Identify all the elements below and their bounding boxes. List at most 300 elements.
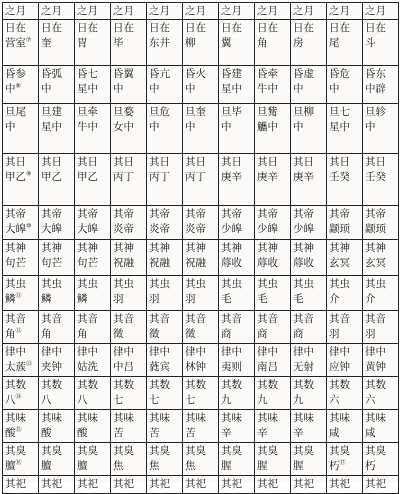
cell-text: 甲乙 (41, 171, 62, 183)
table-cell (363, 276, 399, 311)
cell-line (365, 82, 396, 97)
cell-line (221, 393, 252, 408)
table-cell (255, 476, 291, 494)
cell-line (329, 277, 360, 292)
cell-line (77, 120, 108, 135)
cell-text: 旦尾 (5, 106, 26, 118)
table-cell (3, 377, 39, 410)
footnote-marker: ⑨ (26, 170, 32, 178)
cell-line (329, 155, 360, 170)
cell-text: 焦 (149, 460, 160, 472)
table-cell (291, 311, 327, 344)
cell-text: 其虫 (185, 278, 206, 290)
table-cell (75, 66, 111, 104)
cell-line (329, 241, 360, 256)
table-cell (291, 410, 327, 443)
table-row (3, 154, 399, 206)
table-cell (255, 104, 291, 154)
cell-text: 星中 (77, 83, 98, 95)
cell-text: 南吕 (257, 361, 278, 373)
table-cell (3, 66, 39, 104)
cell-text: 黄钟 (365, 361, 386, 373)
cell-text: 羽 (185, 293, 196, 305)
cell-text: 酸 (77, 427, 88, 439)
cell-text: 其数 (257, 379, 278, 391)
table-cell (147, 66, 183, 104)
cell-text: 其味 (113, 412, 134, 424)
table-row (3, 3, 399, 20)
cell-text: 其臭 (5, 445, 26, 457)
cell-line (365, 120, 396, 135)
cell-text: 律中 (221, 346, 242, 358)
cell-line (293, 312, 324, 327)
cell-line (185, 82, 216, 97)
cell-line (365, 312, 396, 327)
cell-line (293, 222, 324, 237)
cell-line (257, 67, 288, 82)
cell-text: 其虫 (365, 278, 386, 290)
cell-line (149, 360, 180, 375)
cell-line (149, 256, 180, 271)
cell-text: 之月 (149, 5, 170, 17)
cell-text: 觿中 (257, 121, 278, 133)
cell-text: 其祀 (221, 478, 242, 490)
cell-line (185, 327, 216, 342)
cell-text: 中 (329, 83, 340, 95)
cell-line (5, 82, 36, 97)
table-cell (147, 240, 183, 276)
table-cell (75, 276, 111, 311)
table-cell (363, 154, 399, 206)
cell-line (221, 327, 252, 342)
cell-text: 角 (5, 328, 16, 340)
cell-text: 酸 (41, 427, 52, 439)
table-cell (219, 104, 255, 154)
cell-line (149, 426, 180, 441)
cell-line (5, 170, 36, 185)
table-cell (183, 344, 219, 377)
cell-line (113, 36, 144, 51)
table-cell (363, 20, 399, 66)
cell-line (113, 67, 144, 82)
cell-line (257, 207, 288, 222)
cell-line (41, 155, 72, 170)
cell-text: 其音 (77, 313, 98, 325)
cell-text: 中 (149, 83, 160, 95)
table-cell (255, 377, 291, 410)
cell-line (257, 444, 288, 459)
cell-text: 其神 (329, 242, 350, 254)
cell-line (221, 411, 252, 426)
cell-line (149, 82, 180, 97)
cell-text: 祝融 (113, 257, 134, 269)
cell-line (293, 327, 324, 342)
cell-text: 律中 (293, 346, 314, 358)
table-cell (327, 154, 363, 206)
cell-text: 其味 (293, 412, 314, 424)
cell-text: 房 (293, 37, 304, 49)
table-cell (219, 443, 255, 476)
cell-text: 介 (365, 293, 376, 305)
cell-line (329, 426, 360, 441)
cell-text: 苦 (149, 427, 160, 439)
table-row (3, 20, 399, 66)
cell-text: 日在 (329, 22, 350, 34)
cell-text: 九 (293, 394, 304, 406)
cell-text: 腥 (293, 460, 304, 472)
cell-line (77, 378, 108, 393)
cell-line (149, 207, 180, 222)
cell-text: 蓐收 (257, 257, 278, 269)
table-cell (75, 206, 111, 240)
cell-line (77, 345, 108, 360)
table-cell (147, 476, 183, 494)
cell-text: 其神 (113, 242, 134, 254)
cell-text: 营室 (5, 37, 26, 49)
cell-text: 其帝 (365, 208, 386, 220)
table-cell (327, 311, 363, 344)
cell-line (365, 21, 396, 36)
table-cell (39, 240, 75, 276)
footnote-marker: ⑧ (15, 82, 21, 90)
cell-text: 日在 (113, 22, 134, 34)
cell-text: 其祀 (113, 478, 134, 490)
cell-text: 其帝 (257, 208, 278, 220)
cell-line (221, 36, 252, 51)
cell-text: 旦奎 (185, 106, 206, 118)
cell-line (293, 241, 324, 256)
cell-text: 炎帝 (185, 223, 206, 235)
cell-line (293, 67, 324, 82)
cell-line (149, 120, 180, 135)
cell-text: 中 (293, 121, 304, 133)
cell-line (5, 105, 36, 120)
cell-line (77, 327, 108, 342)
cell-text: 其数 (113, 379, 134, 391)
cell-line (41, 241, 72, 256)
cell-line (293, 277, 324, 292)
table-cell (255, 344, 291, 377)
cell-line (365, 155, 396, 170)
cell-text: 角 (41, 328, 52, 340)
cell-line (113, 477, 144, 492)
cell-text: 羽 (113, 293, 124, 305)
cell-text: 其音 (113, 313, 134, 325)
cell-line (77, 67, 108, 82)
cell-text: 其祀 (329, 478, 350, 490)
cell-line (185, 155, 216, 170)
cell-text: 律中 (113, 346, 134, 358)
cell-text: 徵 (149, 328, 160, 340)
cell-line (149, 459, 180, 474)
cell-text: 句芒 (77, 257, 98, 269)
cell-text: 大皞 (5, 223, 26, 235)
cell-text: 旦建 (41, 106, 62, 118)
cell-text: 羽 (365, 328, 376, 340)
table-cell (39, 104, 75, 154)
cell-line (329, 411, 360, 426)
cell-line (329, 444, 360, 459)
table-cell (111, 443, 147, 476)
cell-line (221, 120, 252, 135)
table-cell (3, 3, 39, 20)
cell-line (41, 105, 72, 120)
cell-line (185, 360, 216, 375)
table-cell (363, 443, 399, 476)
cell-text: 膻 (5, 460, 16, 472)
cell-line (293, 360, 324, 375)
cell-line (365, 444, 396, 459)
cell-text: 其祀 (257, 478, 278, 490)
table-cell (75, 240, 111, 276)
cell-text: 旦轸 (365, 106, 386, 118)
cell-text: 之月 (41, 5, 62, 17)
cell-text: 大皞 (77, 223, 98, 235)
table-cell (183, 206, 219, 240)
table-cell (39, 154, 75, 206)
cell-line (5, 36, 36, 51)
cell-text: 之月 (221, 5, 242, 17)
table-cell (75, 3, 111, 20)
cell-line (365, 277, 396, 292)
table-cell (255, 3, 291, 20)
cell-text: 毛 (257, 293, 268, 305)
cell-line (185, 393, 216, 408)
cell-line (185, 222, 216, 237)
cell-text: 腥 (257, 460, 268, 472)
cell-text: 辛 (293, 427, 304, 439)
month-attributes-table (2, 2, 399, 494)
cell-line (365, 36, 396, 51)
table-cell (111, 276, 147, 311)
cell-text: 其臭 (329, 445, 350, 457)
table-cell (291, 443, 327, 476)
cell-line (41, 312, 72, 327)
table-cell (327, 443, 363, 476)
cell-text: 中 (185, 83, 196, 95)
cell-text: 昏火 (185, 68, 206, 80)
cell-text: 庚辛 (293, 171, 314, 183)
cell-line (221, 170, 252, 185)
cell-line (221, 426, 252, 441)
cell-text: 昏七 (77, 68, 98, 80)
cell-text: 律中 (329, 346, 350, 358)
cell-text: 旦毕 (221, 106, 242, 118)
cell-text: 星中 (41, 121, 62, 133)
cell-line (329, 170, 360, 185)
table-cell (183, 410, 219, 443)
cell-line (365, 327, 396, 342)
cell-text: 六 (329, 394, 340, 406)
cell-line (149, 170, 180, 185)
cell-line (221, 459, 252, 474)
cell-text: 柳 (185, 37, 196, 49)
cell-line (149, 67, 180, 82)
table-cell (183, 276, 219, 311)
cell-text: 其神 (257, 242, 278, 254)
cell-line (113, 292, 144, 307)
cell-line (329, 36, 360, 51)
cell-line (5, 345, 36, 360)
table-row (3, 443, 399, 476)
table-cell (147, 443, 183, 476)
cell-text: 其神 (185, 242, 206, 254)
cell-line (41, 82, 72, 97)
cell-text: 少皞 (257, 223, 278, 235)
cell-line (185, 345, 216, 360)
cell-text: 蓐收 (293, 257, 314, 269)
cell-text: 其臭 (221, 445, 242, 457)
cell-line (257, 256, 288, 271)
cell-text: 其日 (329, 156, 350, 168)
table-cell (39, 410, 75, 443)
table-cell (39, 377, 75, 410)
table-cell (291, 104, 327, 154)
cell-text: 昏危 (329, 68, 350, 80)
cell-line (113, 21, 144, 36)
table-cell (3, 206, 39, 240)
cell-line (221, 82, 252, 97)
cell-text: 其虫 (221, 278, 242, 290)
cell-text: 其数 (41, 379, 62, 391)
table-cell (219, 240, 255, 276)
footnote-marker: ⑮ (15, 426, 22, 434)
cell-line (365, 411, 396, 426)
cell-line (257, 477, 288, 492)
cell-text: 朽 (365, 460, 376, 472)
cell-text: 炎帝 (149, 223, 170, 235)
cell-text: 日在 (221, 22, 242, 34)
cell-line (293, 378, 324, 393)
cell-text: 旦危 (149, 106, 170, 118)
table-cell (183, 377, 219, 410)
cell-text: 星中 (329, 121, 350, 133)
cell-line (113, 222, 144, 237)
table-cell (3, 240, 39, 276)
cell-line (77, 292, 108, 307)
table-cell (183, 443, 219, 476)
cell-line (41, 426, 72, 441)
cell-line (41, 256, 72, 271)
cell-line (221, 360, 252, 375)
cell-text: 其臭 (365, 445, 386, 457)
cell-text: 庚辛 (257, 171, 278, 183)
cell-line (77, 477, 108, 492)
cell-line (185, 4, 216, 19)
cell-text: 玄冥 (329, 257, 350, 269)
cell-line (41, 222, 72, 237)
table-cell (111, 66, 147, 104)
cell-line (5, 155, 36, 170)
cell-line (365, 378, 396, 393)
table-cell (327, 104, 363, 154)
cell-line (329, 4, 360, 19)
cell-line (185, 105, 216, 120)
table-cell (147, 104, 183, 154)
cell-text: 日在 (365, 22, 386, 34)
cell-line (257, 120, 288, 135)
cell-text: 蓐收 (221, 257, 242, 269)
cell-text: 其臭 (293, 445, 314, 457)
cell-text: 其祀 (5, 478, 26, 490)
cell-line (257, 312, 288, 327)
table-cell (291, 20, 327, 66)
cell-text: 徵 (185, 328, 196, 340)
cell-text: 其虫 (149, 278, 170, 290)
cell-text: 八 (77, 394, 88, 406)
cell-line (5, 21, 36, 36)
table-cell (111, 240, 147, 276)
cell-text: 其数 (221, 379, 242, 391)
cell-text: 牛中 (77, 121, 98, 133)
cell-text: 商 (257, 328, 268, 340)
table-cell (3, 410, 39, 443)
cell-line (77, 36, 108, 51)
table-cell (39, 206, 75, 240)
table-cell (183, 104, 219, 154)
cell-text: 其数 (365, 379, 386, 391)
cell-line (41, 207, 72, 222)
cell-text: 其音 (365, 313, 386, 325)
cell-line (221, 4, 252, 19)
table-cell (111, 104, 147, 154)
cell-line (5, 477, 36, 492)
table-cell (327, 3, 363, 20)
cell-text: 其味 (365, 412, 386, 424)
table-cell (327, 344, 363, 377)
cell-line (329, 222, 360, 237)
cell-text: 中 (365, 121, 376, 133)
cell-line (77, 256, 108, 271)
cell-text: 甲乙 (77, 171, 98, 183)
cell-line (293, 155, 324, 170)
table-cell (183, 66, 219, 104)
cell-line (149, 105, 180, 120)
cell-line (329, 477, 360, 492)
cell-line (41, 378, 72, 393)
cell-line (185, 378, 216, 393)
cell-text: 其虫 (293, 278, 314, 290)
table-cell (39, 443, 75, 476)
table-cell (39, 3, 75, 20)
cell-line (149, 411, 180, 426)
cell-line (365, 477, 396, 492)
cell-line (77, 222, 108, 237)
cell-text: 之月 (257, 5, 278, 17)
table-cell (111, 311, 147, 344)
table-cell (111, 377, 147, 410)
table-cell (363, 206, 399, 240)
cell-text: 其神 (221, 242, 242, 254)
cell-line (329, 207, 360, 222)
cell-text: 之月 (293, 5, 314, 17)
cell-line (257, 459, 288, 474)
cell-line (5, 426, 36, 441)
cell-text: 之月 (365, 5, 386, 17)
cell-line (5, 120, 36, 135)
cell-line (329, 292, 360, 307)
cell-line (185, 21, 216, 36)
cell-line (329, 105, 360, 120)
cell-text: 中 (185, 121, 196, 133)
cell-text: 颛顼 (329, 223, 350, 235)
cell-text: 庚辛 (221, 171, 242, 183)
cell-line (293, 170, 324, 185)
cell-text: 丙丁 (113, 171, 134, 183)
cell-line (365, 360, 396, 375)
cell-line (41, 459, 72, 474)
cell-line (113, 312, 144, 327)
